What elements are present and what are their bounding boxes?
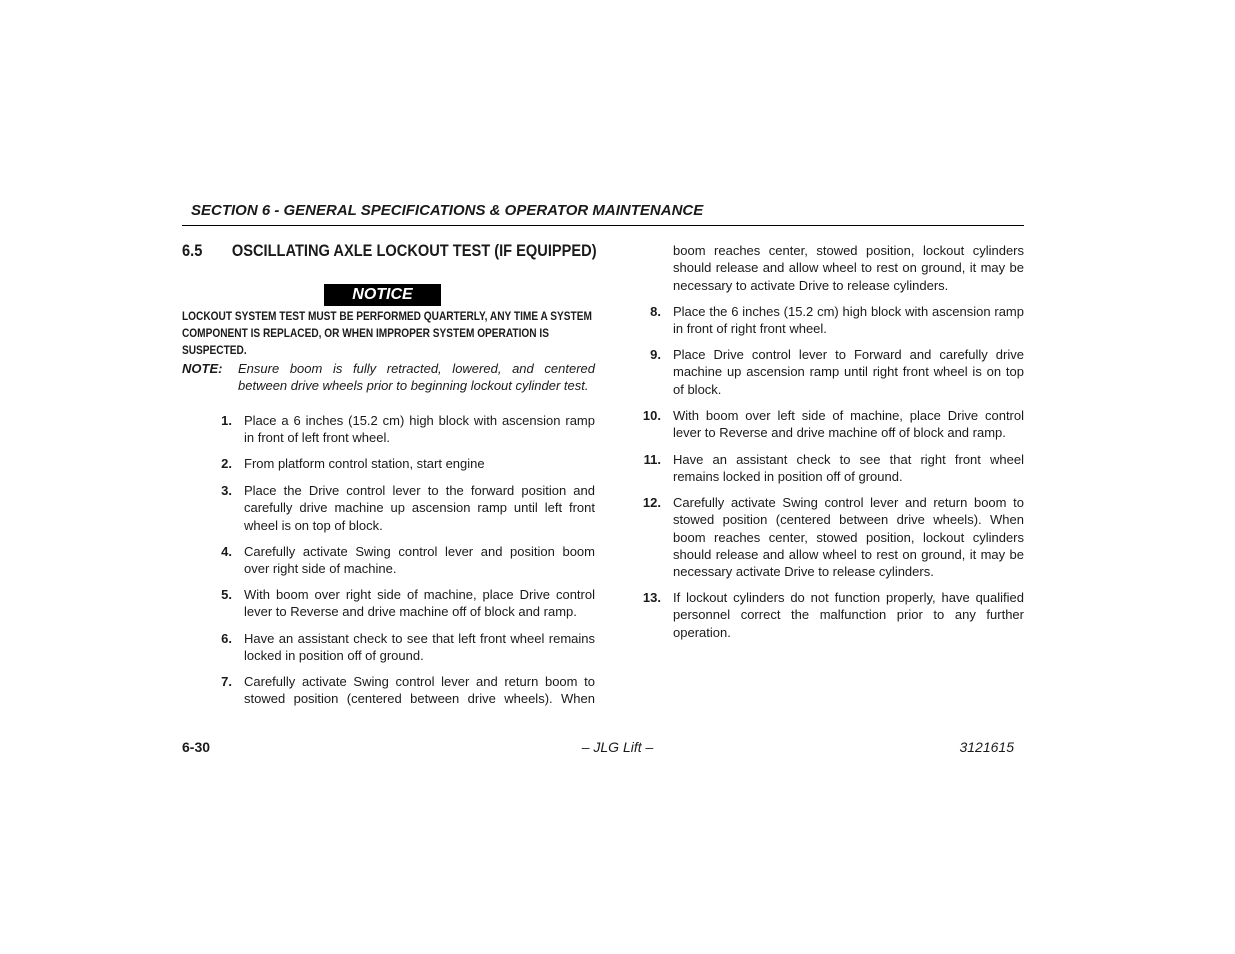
list-item bbox=[631, 407, 1024, 442]
section-title-text: OSCILLATING AXLE LOCKOUT TEST (IF EQUIPPED) bbox=[231, 241, 597, 260]
note-block bbox=[182, 360, 595, 394]
step-text: Place Drive control lever to Forward and carefully drive machine up ascension ramp until right front wheel is on top of block. bbox=[673, 347, 1024, 397]
list-item bbox=[631, 494, 1024, 580]
section-number: 6.5 bbox=[182, 241, 203, 260]
step-text: If lockout cylinders do not function properly, have qualified personnel correct the malfunction prior to any further operation. bbox=[673, 590, 1024, 640]
notice-badge: NOTICE bbox=[324, 284, 441, 306]
section-header: SECTION 6 - GENERAL SPECIFICATIONS & OPERATOR MAINTENANCE bbox=[191, 202, 704, 219]
step-text: Have an assistant check to see that left front wheel remains locked in position off of ground. bbox=[244, 631, 595, 664]
note-text: Ensure boom is fully retracted, lowered, and centered between drive wheels prior to beginning lockout cylinder test. bbox=[238, 361, 595, 393]
document-number: 3121615 bbox=[959, 739, 1014, 755]
header-rule bbox=[182, 225, 1024, 226]
step-number: 10. bbox=[642, 408, 661, 423]
step-number: 13. bbox=[642, 590, 661, 605]
list-item bbox=[631, 451, 1024, 486]
step-text: Carefully activate Swing control lever and position boom over right side of machine. bbox=[244, 544, 595, 577]
step-number: 12. bbox=[642, 495, 661, 510]
step-number: 9. bbox=[650, 347, 661, 362]
step-number: 7. bbox=[221, 674, 232, 689]
step-text: Carefully activate Swing control lever and return boom to stowed position (centered between drive wheels). When bbox=[244, 674, 595, 707]
step-text: With boom over right side of machine, place Drive control lever to Reverse and drive machine off of block and ramp. bbox=[244, 587, 595, 620]
list-item bbox=[202, 543, 595, 578]
step-number: 3. bbox=[221, 483, 232, 498]
step-number: 2. bbox=[221, 456, 232, 471]
list-item bbox=[631, 303, 1024, 338]
step-text: From platform control station, start engine bbox=[244, 456, 485, 471]
list-item bbox=[202, 455, 595, 472]
step-number: 8. bbox=[650, 304, 661, 319]
step-text: Place the 6 inches (15.2 cm) high block with ascension ramp in front of right front wheel. bbox=[673, 304, 1024, 337]
step-number: 6. bbox=[221, 631, 232, 646]
section-title bbox=[182, 241, 597, 261]
notice-text: LOCKOUT SYSTEM TEST MUST BE PERFORMED QUARTERLY, ANY TIME A SYSTEM COMPONENT IS REPLACED, OR WHEN IMPROPER SYSTEM OPERATION IS SUSPECTED. bbox=[182, 311, 592, 357]
step-text: Place the Drive control lever to the forward position and carefully drive machine up ascension ramp until left front wheel is on top of block. bbox=[244, 483, 595, 533]
list-item bbox=[202, 630, 595, 665]
step-text: With boom over left side of machine, place Drive control lever to Reverse and drive machine off of block and ramp. bbox=[673, 408, 1024, 441]
step-number: 11. bbox=[643, 452, 661, 467]
list-item bbox=[202, 482, 595, 534]
step-number: 4. bbox=[221, 544, 232, 559]
step-continuation: boom reaches center, stowed position, lockout cylinders should release and allow wheel to rest on ground, it may be necessary to activate Drive to release cylinders. bbox=[673, 243, 1024, 293]
step-text: Have an assistant check to see that right front wheel remains locked in position off of ground. bbox=[673, 452, 1024, 485]
step-text: Carefully activate Swing control lever and return boom to stowed position (centered between drive wheels). When boom reaches center, stowed position, lockout cylinders should release and allow wheel to rest on ground, it may be necessary activate Drive to release cylinders. bbox=[673, 495, 1024, 580]
list-item bbox=[202, 673, 595, 708]
list-item bbox=[202, 412, 595, 447]
list-item bbox=[631, 589, 1024, 641]
list-item bbox=[202, 586, 595, 621]
step-text: Place a 6 inches (15.2 cm) high block with ascension ramp in front of left front wheel. bbox=[244, 413, 595, 446]
footer-brand: – JLG Lift – bbox=[581, 739, 654, 755]
note-label: NOTE: bbox=[182, 361, 223, 376]
list-item bbox=[631, 346, 1024, 398]
page-number: 6-30 bbox=[182, 739, 211, 755]
step-number: 5. bbox=[221, 587, 232, 602]
step-number: 1. bbox=[221, 413, 232, 428]
